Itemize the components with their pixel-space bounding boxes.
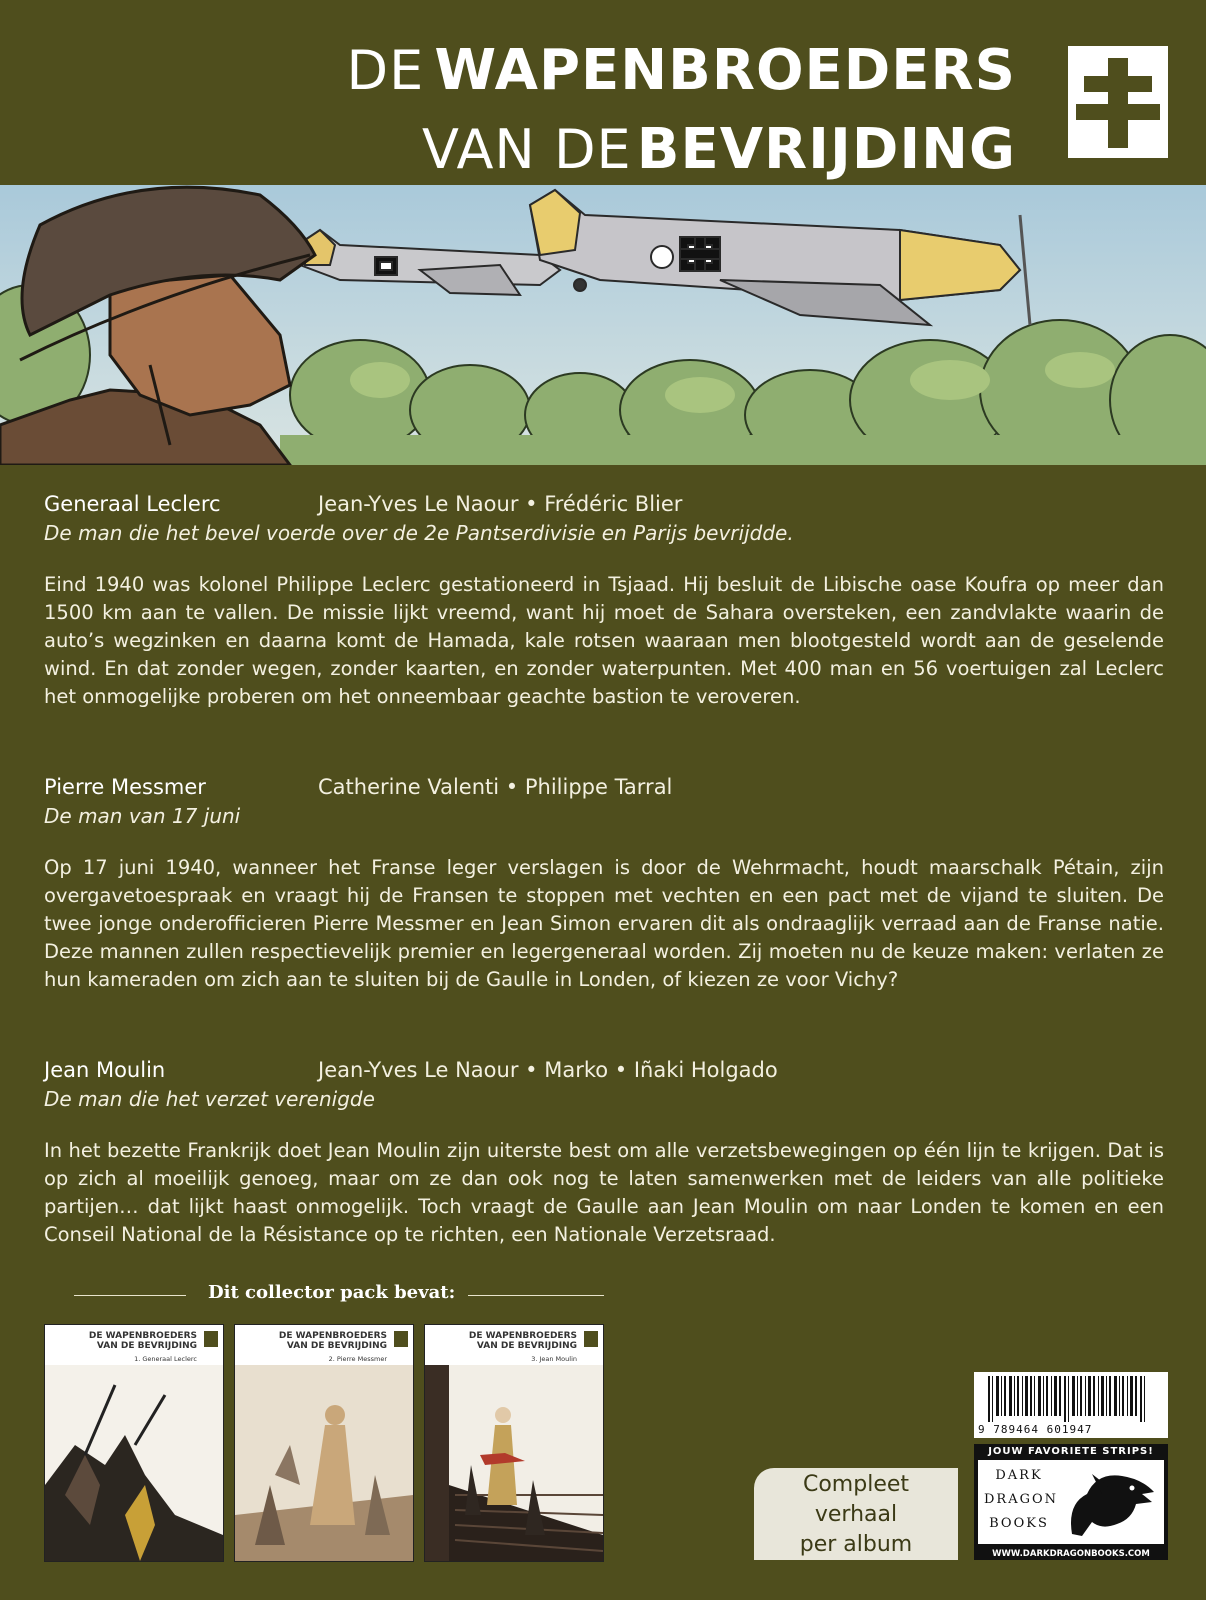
barcode-digits: 9 789464 601947	[978, 1423, 1093, 1436]
lorraine-cross-icon	[394, 1331, 408, 1347]
cover-volume: 2. Pierre Messmer	[328, 1355, 387, 1363]
album-name: Pierre Messmer	[44, 775, 206, 799]
title-line1-prefix: DE	[346, 39, 425, 102]
cover-title-line1: DE WAPENBROEDERS	[88, 1331, 197, 1341]
publisher-logo[interactable]	[974, 1444, 1168, 1560]
cover-art	[45, 1365, 223, 1561]
cover-volume: 1. Generaal Leclerc	[134, 1355, 197, 1363]
album-authors: Jean-Yves Le Naour • Frédéric Blier	[318, 492, 683, 516]
publisher-name	[984, 1464, 1059, 1536]
barcode-icon	[974, 1372, 1168, 1438]
cover-title-line2: VAN DE BEVRIJDING	[96, 1341, 197, 1351]
cover-title-line2: VAN DE BEVRIJDING	[286, 1341, 387, 1351]
album-1	[44, 492, 1164, 711]
cover-title-line1: DE WAPENBROEDERS	[278, 1331, 387, 1341]
album-name: Jean Moulin	[44, 1058, 166, 1082]
publisher-name-line2: DRAGON	[984, 1492, 1059, 1507]
publisher-url[interactable]: WWW.DARKDRAGONBOOKS.COM	[992, 1549, 1150, 1559]
divider	[74, 1295, 186, 1296]
album-description: In het bezette Frankrijk doet Jean Moulin zijn uiterste best om alle verzetsbewegingen op één lijn te krijgen. Dat is op zich al moeilijk genoeg, maar om ze dan ook nog te laten samenwerken met de leiders van alle politieke partijen… dat lijkt haast onmogelijk. Toch vraagt de Gaulle aan Jean Moulin om naar Londen te komen en een Conseil National de la Résistance op te richten, een Nationale Verzetsraad.	[44, 1139, 1164, 1246]
album-description: Op 17 juni 1940, wanneer het Franse leger verslagen is door de Wehrmacht, houdt maarschalk Pétain, zijn overgavetoespraak en vraagt hij de Fransen te stoppen met vechten en een pact met de vijand te sluiten. De twee jonge onderofficieren Pierre Messmer en Jean Simon ervaren dit als ondraaglijk verraad aan de Franse natie. Deze mannen zullen respectievelijk premier en legergeneraal worden. Zij moeten nu de keuze maken: verlaten ze hun kameraden om zich aan te sluiten bij de Gaulle in Londen, of kiezen ze voor Vichy?	[44, 856, 1164, 991]
cover-title	[469, 1331, 577, 1351]
series-title	[347, 38, 1017, 196]
album-description: Eind 1940 was kolonel Philippe Leclerc gestationeerd in Tsjaad. Hij besluit de Libische oase Koufra op meer dan 1500 km aan te vallen. De missie lijkt vreemd, want hij moet de Sahara oversteken, een zandvlakte waarin de auto’s wegzinken en daarna komt de Hamada, kale rotsen waaraan men blootgesteld wordt aan de geselende wind. En dat zonder wegen, zonder kaarten, en zonder waterpunten. Met 400 man en 56 voertuigen zal Leclerc het onmogelijke proberen om het onneembaar geachte bastion te veroveren.	[44, 573, 1164, 708]
album-name: Generaal Leclerc	[44, 492, 221, 516]
title-line1-main: WAPENBROEDERS	[434, 38, 1016, 103]
barcode-bars	[974, 1372, 1168, 1424]
badge-line3: per album	[799, 1532, 913, 1557]
album-2	[44, 775, 1164, 994]
cover-title	[279, 1331, 387, 1351]
badge-line2: verhaal	[814, 1502, 898, 1527]
illustration-svg	[0, 185, 1206, 465]
collector-pack-label	[74, 1282, 604, 1308]
lorraine-cross-icon	[1068, 46, 1168, 158]
cover-art	[235, 1365, 413, 1561]
album-authors: Catherine Valenti • Philippe Tarral	[318, 775, 673, 799]
divider	[468, 1295, 604, 1296]
album-subtitle: De man die het verzet verenigde	[44, 1087, 375, 1111]
lorraine-cross-icon	[204, 1331, 218, 1347]
title-line2-main: BEVRIJDING	[636, 117, 1016, 182]
title-line2-prefix: VAN DE	[421, 118, 632, 181]
cover-title-line1: DE WAPENBROEDERS	[468, 1331, 577, 1341]
cover-title-line2: VAN DE BEVRIJDING	[476, 1341, 577, 1351]
complete-story-badge	[754, 1468, 958, 1560]
lorraine-cross-icon	[584, 1331, 598, 1347]
collector-pack-text: Dit collector pack bevat:	[208, 1282, 456, 1303]
dragon-logo-icon	[1062, 1464, 1160, 1540]
album-subtitle: De man van 17 juni	[44, 804, 241, 828]
album-cover-2[interactable]	[234, 1324, 414, 1562]
publisher-name-line1: DARK	[995, 1468, 1043, 1483]
publisher-name-line3: BOOKS	[989, 1516, 1049, 1531]
album-authors: Jean-Yves Le Naour • Marko • Iñaki Holgado	[318, 1058, 778, 1082]
cover-art	[425, 1365, 603, 1561]
album-subtitle: De man die het bevel voerde over de 2e Pantserdivisie en Parijs bevrijdde.	[44, 521, 794, 545]
cover-volume: 3. Jean Moulin	[531, 1355, 577, 1363]
header	[0, 0, 1206, 183]
album-3	[44, 1058, 1164, 1249]
album-cover-1[interactable]	[44, 1324, 224, 1562]
cover-illustration	[0, 185, 1206, 465]
album-cover-3[interactable]	[424, 1324, 604, 1562]
badge-line1: Compleet	[802, 1472, 910, 1497]
cover-title	[89, 1331, 197, 1351]
publisher-tagline: JOUW FAVORIETE STRIPS!	[988, 1446, 1154, 1457]
publisher-logo-box	[978, 1460, 1164, 1544]
